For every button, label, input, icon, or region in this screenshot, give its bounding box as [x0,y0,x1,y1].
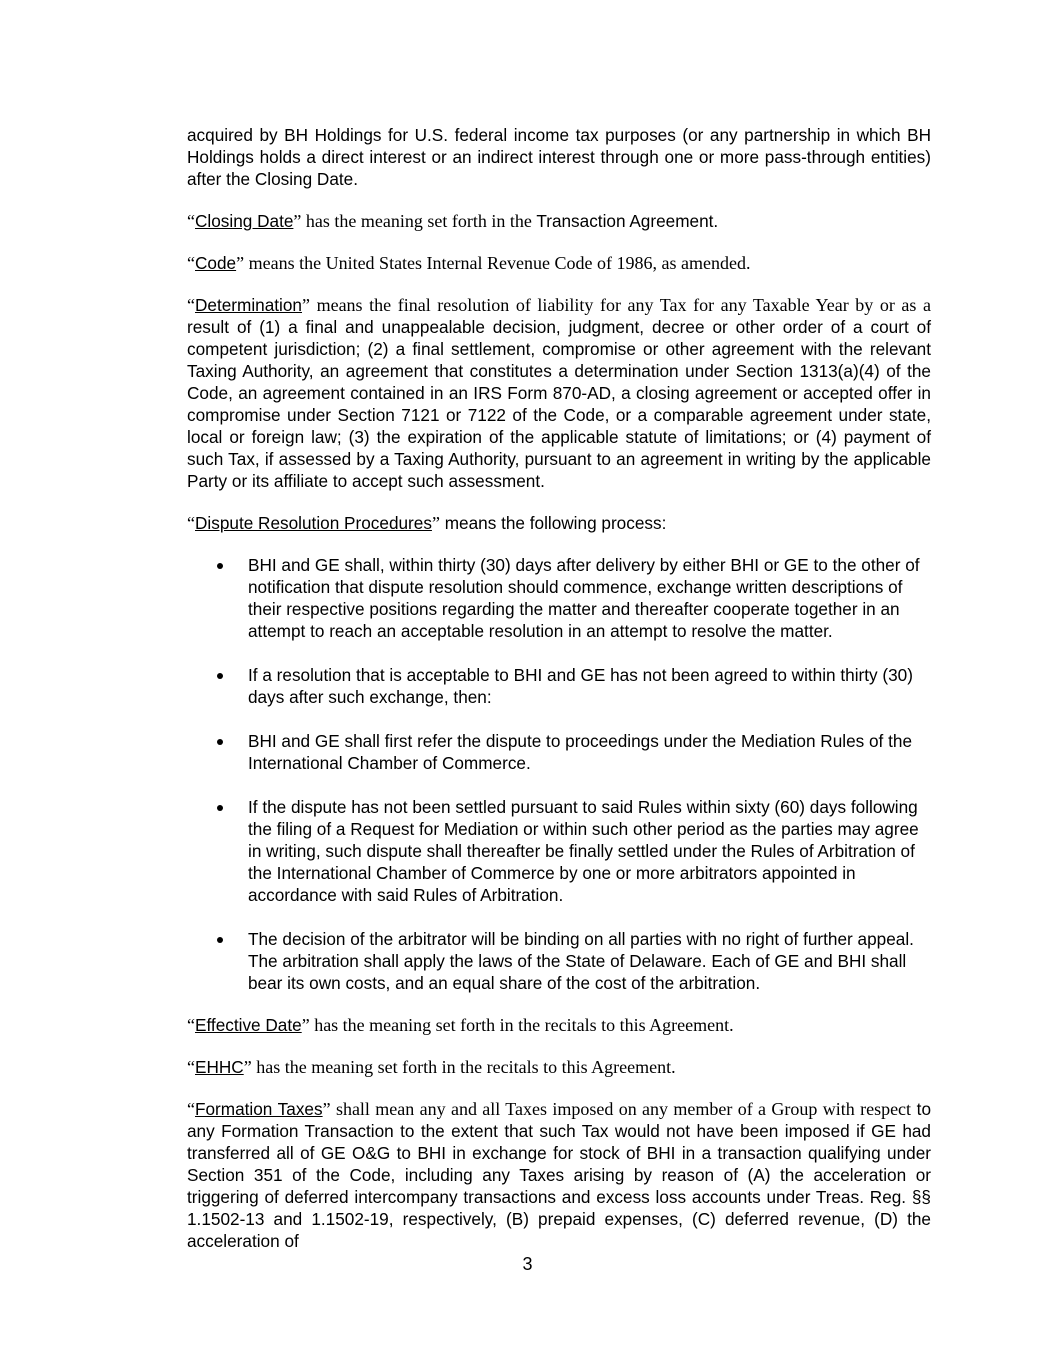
defined-term-determination: Determination [195,295,302,315]
close-quote: ” [302,295,310,315]
definition-determination [187,294,931,492]
definition-text-sans: result of (1) a final and unappealable decision, judgment, decree or other order of a court of competent jurisdiction; (2) a final settlement, compromise or other agreement with the relevant Taxing Authority, an agreement that constitutes a determination under Section 1313(a)(4) of the Code, an agreement contained in an IRS Form 870-AD, a closing agreement or accepted offer in compromise under Section 7121 or 7122 of the Code, or a comparable agreement under state, local or foreign law; (3) the expiration of the applicable statute of limitations; or (4) payment of such Tax, if assessed by a Taxing Authority, pursuant to an agreement in writing by the applicable Party or its affiliate to accept such assessment. [187,317,931,491]
list-item [187,928,931,994]
definition-code [187,252,931,274]
open-quote: “ [187,513,195,533]
close-quote: ” [293,211,302,231]
bullet-icon [217,805,223,811]
list-item-text: If the dispute has not been settled pursuant to said Rules within sixty (60) days following the filing of a Request for Mediation or within such other period as the parties may agree in writing, such dispute shall thereafter be finally settled under the Rules of Arbitration of the International Chamber of Commerce by one or more arbitrators appointed in accordance with said Rules of Arbitration. [248,797,919,905]
open-quote: “ [187,295,195,315]
definition-text: means the final resolution of liability for any Tax for any Taxable Year by or as a [310,295,931,315]
bullet-icon [217,563,223,569]
open-quote: “ [187,1015,195,1035]
open-quote: “ [187,253,195,273]
document-page [187,124,931,1272]
definition-effective-date [187,1014,931,1036]
defined-term-dispute-resolution: Dispute Resolution Procedures [195,513,432,533]
list-item-text: BHI and GE shall, within thirty (30) days after delivery by either BHI or GE to the other of notification that dispute resolution should commence, exchange written descriptions of their respective positions regarding the matter and thereafter cooperate together in an attempt to reach an acceptable resolution in an attempt to resolve the matter. [248,555,920,641]
defined-term-effective-date: Effective Date [195,1015,302,1035]
opening-paragraph: acquired by BH Holdings for U.S. federal income tax purposes (or any partnership in which BH Holdings holds a direct interest or an indirect interest through one or more pass-through entities) after the Closing Date. [187,125,931,189]
page-number: 3 [522,1254,533,1274]
defined-term-formation-taxes: Formation Taxes [195,1099,323,1119]
bullet-icon [217,937,223,943]
definition-closing-date [187,210,931,232]
list-item-text: The decision of the arbitrator will be binding on all parties with no right of further appeal. The arbitration shall apply the laws of the State of Delaware. Each of GE and BHI shall bear its own costs, and an equal share of the cost of the arbitration. [248,929,914,993]
close-quote: ” [236,253,245,273]
open-quote: “ [187,1057,195,1077]
definition-text: has the meaning set forth in the [301,211,537,231]
close-quote: ” [243,1057,252,1077]
definition-ehhc [187,1056,931,1078]
list-item-text: If a resolution that is acceptable to BHI and GE has not been agreed to within thirty (30) days after such exchange, then: [248,665,913,707]
definition-text-sans: Transaction Agreement. [536,211,719,231]
defined-term-code: Code [195,253,237,273]
dispute-procedure-list [187,554,931,994]
close-quote: ” [301,1015,310,1035]
list-item [187,730,931,774]
definition-text: has the meaning set forth in the recitals to this Agreement. [251,1057,676,1077]
definition-text-sans: means the following process: [439,513,667,533]
close-quote: ” [431,513,440,533]
open-quote: “ [187,1099,195,1119]
list-item [187,554,931,642]
open-quote: “ [187,211,195,231]
bullet-icon [217,673,223,679]
list-item-text: BHI and GE shall first refer the dispute to proceedings under the Mediation Rules of the International Chamber of Commerce. [248,731,913,773]
definition-formation-taxes [187,1098,931,1252]
list-item [187,664,931,708]
defined-term-ehhc: EHHC [195,1057,244,1077]
list-item [187,796,931,906]
definition-text: means the United States Internal Revenue Code of 1986, as amended. [244,253,751,273]
close-quote: ” [322,1099,331,1119]
definition-text-sans: to any Formation Transaction to the extent that such Tax would not have been imposed if GE had transferred all of GE O&G to BHI in exchange for stock of BHI in a transaction qualifying under Section 351 of the Code, including any Taxes arising by reason of (A) the acceleration or triggering of deferred intercompany transactions and excess loss accounts under Treas. Reg. §§ 1.1502-13 and 1.1502-19, respectively, (B) prepaid expenses, (C) deferred revenue, (D) the acceleration of [187,1099,932,1251]
definition-text: shall mean any and all Taxes imposed on any member of a Group with respect [330,1099,912,1119]
defined-term-closing-date: Closing Date [195,211,294,231]
definition-dispute-resolution [187,512,931,534]
bullet-icon [217,739,223,745]
definition-text: has the meaning set forth in the recitals to this Agreement. [309,1015,734,1035]
